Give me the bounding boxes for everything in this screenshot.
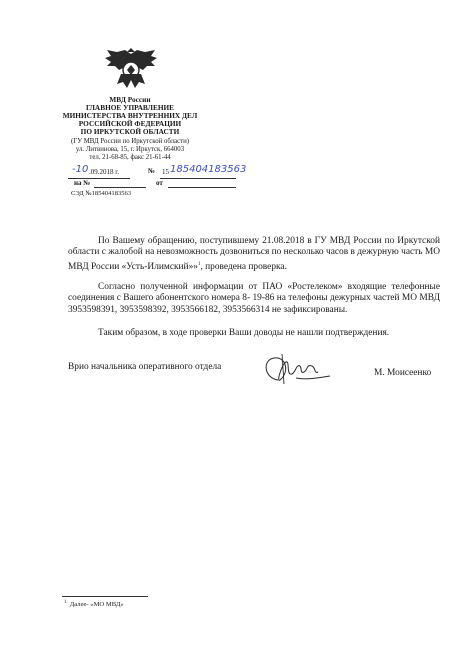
header-line-main-directorate: ГЛАВНОЕ УПРАВЛЕНИЕ xyxy=(85,103,175,112)
double-headed-eagle-emblem-icon xyxy=(103,48,159,92)
header-abbreviation: (ГУ МВД России по Иркутской области) xyxy=(71,138,189,145)
number-underline xyxy=(160,178,236,179)
footnote-separator xyxy=(62,596,148,597)
reply-to-label: на № xyxy=(74,179,91,187)
footnote-reference: 1 xyxy=(197,261,201,267)
footnote xyxy=(64,600,124,608)
header-line-region: ПО ИРКУТСКОЙ ОБЛАСТИ xyxy=(80,127,180,136)
number-handwritten: 185404183563 xyxy=(170,164,247,175)
redacted-recipient-block xyxy=(282,58,410,176)
header-agency-short: МВД России xyxy=(109,95,151,104)
from-label: от xyxy=(156,179,163,187)
reply-to-underline xyxy=(94,187,146,188)
footnote-text: Далее- «МО МВД» xyxy=(69,601,124,609)
from-underline xyxy=(168,187,236,188)
signatory-position: Врио начальника оперативного отдела xyxy=(68,362,222,372)
paragraph-complaint xyxy=(68,236,440,273)
header-line-federation: РОССИЙСКОЙ ФЕДЕРАЦИИ xyxy=(78,119,182,128)
number-label: № xyxy=(148,167,156,175)
paragraph-rostelecom: Согласно полученной информации от ПАО «Ростелеком» входящие телефонные соединения с Вашего абонентского номера 8- 19-86 на телефоны дежурных частей МО МВД 3953598391, 3953598392, 3953566182, 3953566314 не зафиксированы. xyxy=(68,282,440,315)
date-suffix: .09.2018 г. xyxy=(89,168,120,176)
paragraph-complaint-end: , проведена проверка. xyxy=(200,261,287,272)
handwritten-signature xyxy=(256,350,336,390)
sed-number: СЭД №185404183563 xyxy=(71,190,132,197)
header-line-ministry: МИНИСТЕРСТВА ВНУТРЕННИХ ДЕЛ xyxy=(62,111,198,120)
header-address: ул. Литвинова, 15, г. Иркутск, 664003 xyxy=(75,146,185,153)
number-prefix: 15 xyxy=(162,168,169,176)
footnote-mark: 1 xyxy=(64,600,67,605)
header-phone-fax: тел. 21-68-85, факс 21-61-44 xyxy=(89,154,171,161)
signatory-name: М. Моисеенко xyxy=(374,368,432,378)
paragraph-conclusion: Таким образом, в ходе проверки Ваши доводы не нашли подтверждения. xyxy=(98,328,390,338)
paragraph-complaint-text: По Вашему обращению, поступившему 21.08.2018 в ГУ МВД России по Иркутской области с жалобой на невозможность дозвониться по несколько часов в дежурную часть МО МВД России «Усть-Илимский»» xyxy=(68,236,440,272)
date-handwritten: -10 xyxy=(72,164,89,175)
